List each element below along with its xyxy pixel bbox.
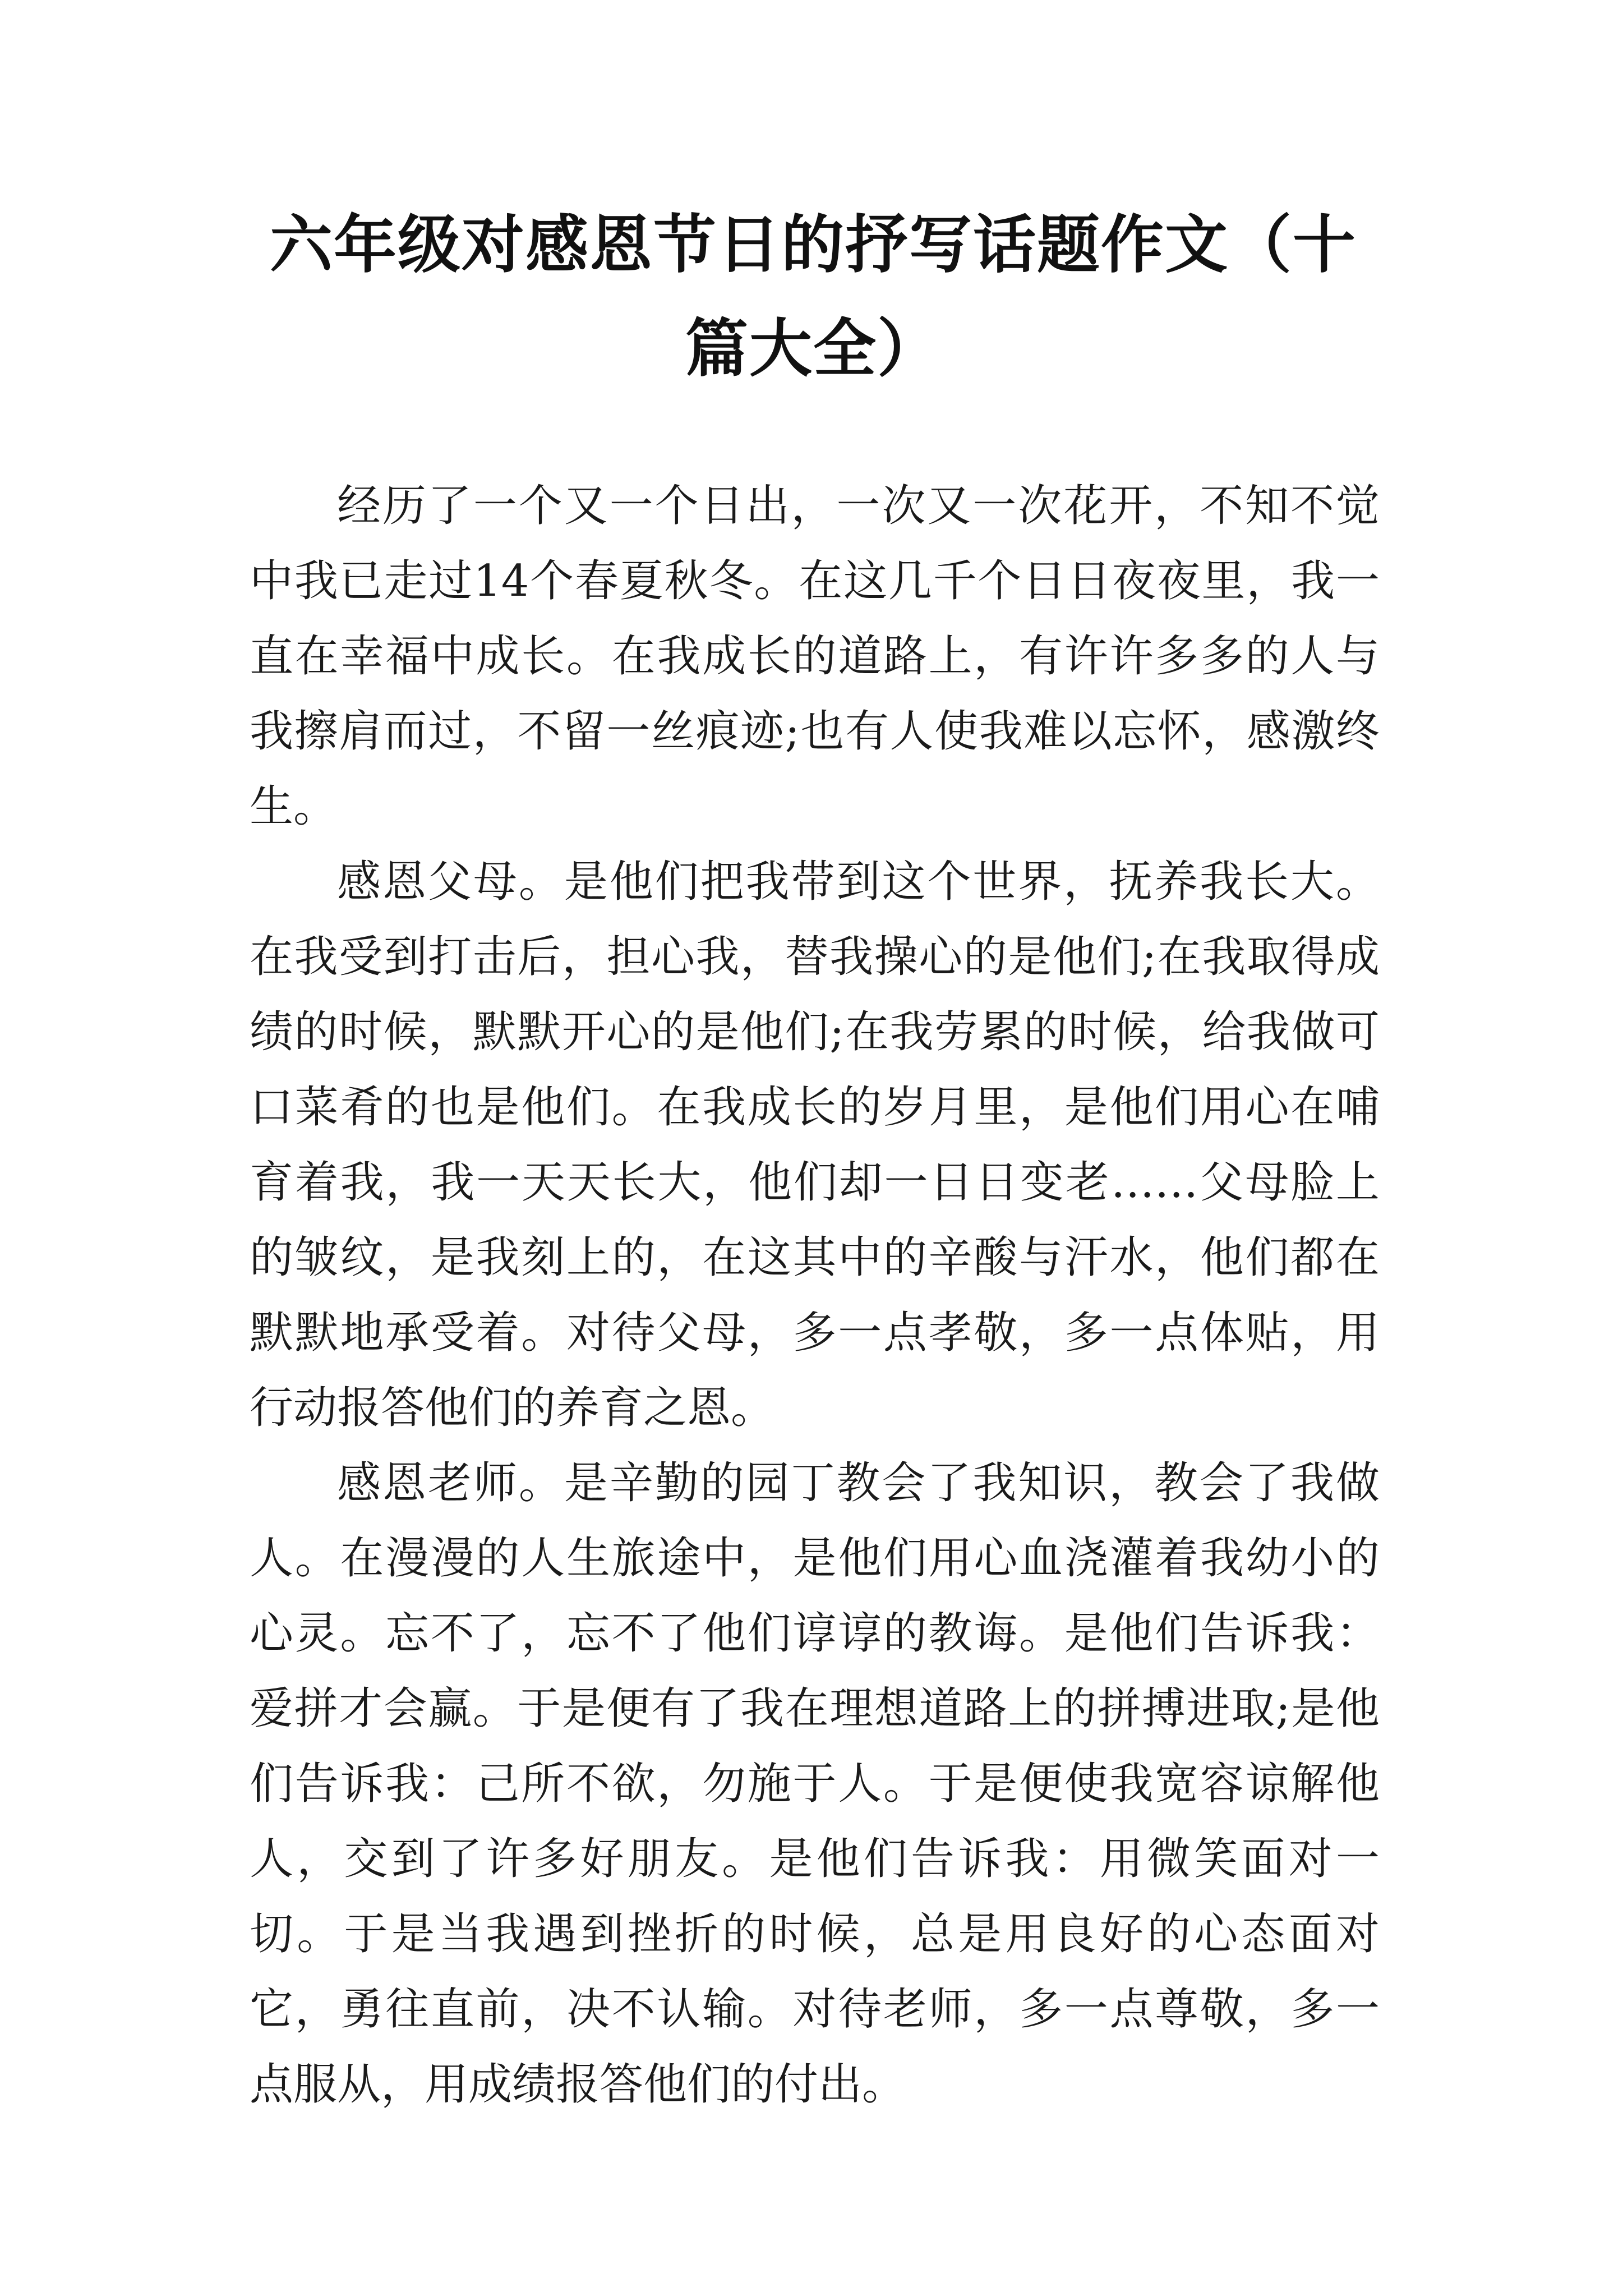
- paragraph-teachers: 感恩老师。是辛勤的园丁教会了我知识，教会了我做人。在漫漫的人生旅途中，是他们用心血浇灌着我幼小的心灵。忘不了，忘不了他们谆谆的教诲。是他们告诉我：爱拼才会赢。于是便有了我在理想道路上的拼搏进取;是他们告诉我：己所不欲，勿施于人。于是便使我宽容谅解他人，交到了许多好朋友。是他们告诉我：用微笑面对一切。于是当我遇到挫折的时候，总是用良好的心态面对它，勇往直前，决不认输。对待老师，多一点尊敬，多一点服从，用成绩报答他们的付出。: [250, 1458, 1380, 2110]
- paragraph-parents: 感恩父母。是他们把我带到这个世界，抚养我长大。在我受到打击后，担心我，替我操心的是他们;在我取得成绩的时候，默默开心的是他们;在我劳累的时候，给我做可口菜肴的也是他们。在我成长的岁月里，是他们用心在哺育着我，我一天天长大，他们却一日日变老……父母脸上的皱纹，是我刻上的，在这其中的辛酸与汗水，他们都在默默地承受着。对待父母，多一点孝敬，多一点体贴，用行动报答他们的养育之恩。: [250, 857, 1380, 1433]
- paragraph-intro: 经历了一个又一个日出，一次又一次花开，不知不觉中我已走过14个春夏秋冬。在这几千个日日夜夜里，我一直在幸福中成长。在我成长的道路上，有许许多多的人与我擦肩而过，不留一丝痕迹;也有人使我难以忘怀，感激终生。: [250, 481, 1380, 832]
- document-title: 六年级对感恩节日的抒写话题作文（十篇大全）: [270, 209, 1357, 385]
- document-body: [250, 468, 1380, 2122]
